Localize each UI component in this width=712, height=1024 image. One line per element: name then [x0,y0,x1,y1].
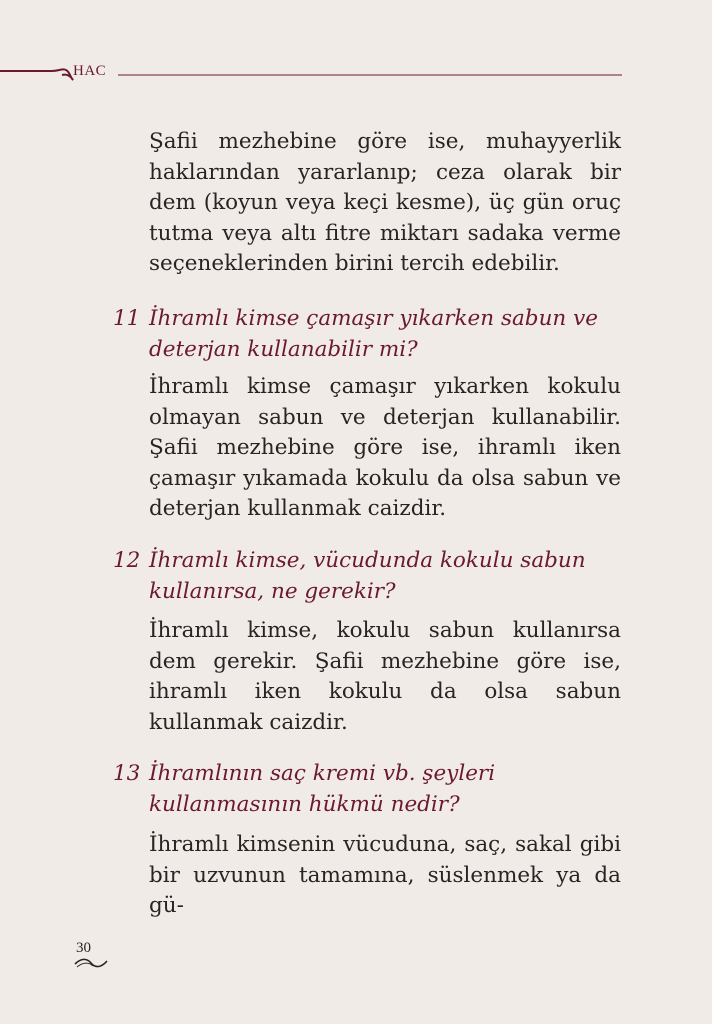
answer-12: İhramlı kimse, kokulu sabun kullanırsa dem gerekir. Şafii mezhebine göre ise, ihramlı iken kokulu da olsa sabun kullanmak caizdir. [149,618,621,735]
footer-swash-ornament [73,956,109,970]
question-text: İhramlının saç kremi vb. şeyleri kullanmasının hükmü nedir? [149,761,496,817]
header-title: HAC [73,63,107,79]
running-header [0,58,712,88]
answer-11: İhramlı kimse çamaşır yıkarken kokulu olmayan sabun ve deterjan kullanabilir. Şafii mezhebine göre ise, ihramlı iken çamaşır yıkamada kokulu da olsa sabun ve deterjan kullanmak caizdir. [149,374,621,521]
answer-13: İhramlı kimsenin vücuduna, saç, sakal gibi bir uzvunun tamamına, süslenmek ya da gü- [149,832,621,918]
question-number: 11 [113,306,141,331]
question-number: 12 [113,548,141,573]
intro-paragraph: Şafii mezhebine göre ise, muhayyerlik haklarından yararlanıp; ceza olarak bir dem (koyun veya keçi kesme), üç gün oruç tutma veya altı fitre miktarı sadaka verme seçeneklerinden birini tercih edebilir. [149,129,621,276]
page-number: 30 [76,940,91,956]
question-text: İhramlı kimse çamaşır yıkarken sabun ve deterjan kullanabilir mi? [149,306,598,362]
question-12 [113,546,623,608]
question-number: 13 [113,761,141,786]
question-text: İhramlı kimse, vücudunda kokulu sabun kullanırsa, ne gerekir? [149,548,586,604]
question-11 [113,304,623,366]
question-13 [113,759,623,821]
header-rule-ornament [0,58,712,88]
